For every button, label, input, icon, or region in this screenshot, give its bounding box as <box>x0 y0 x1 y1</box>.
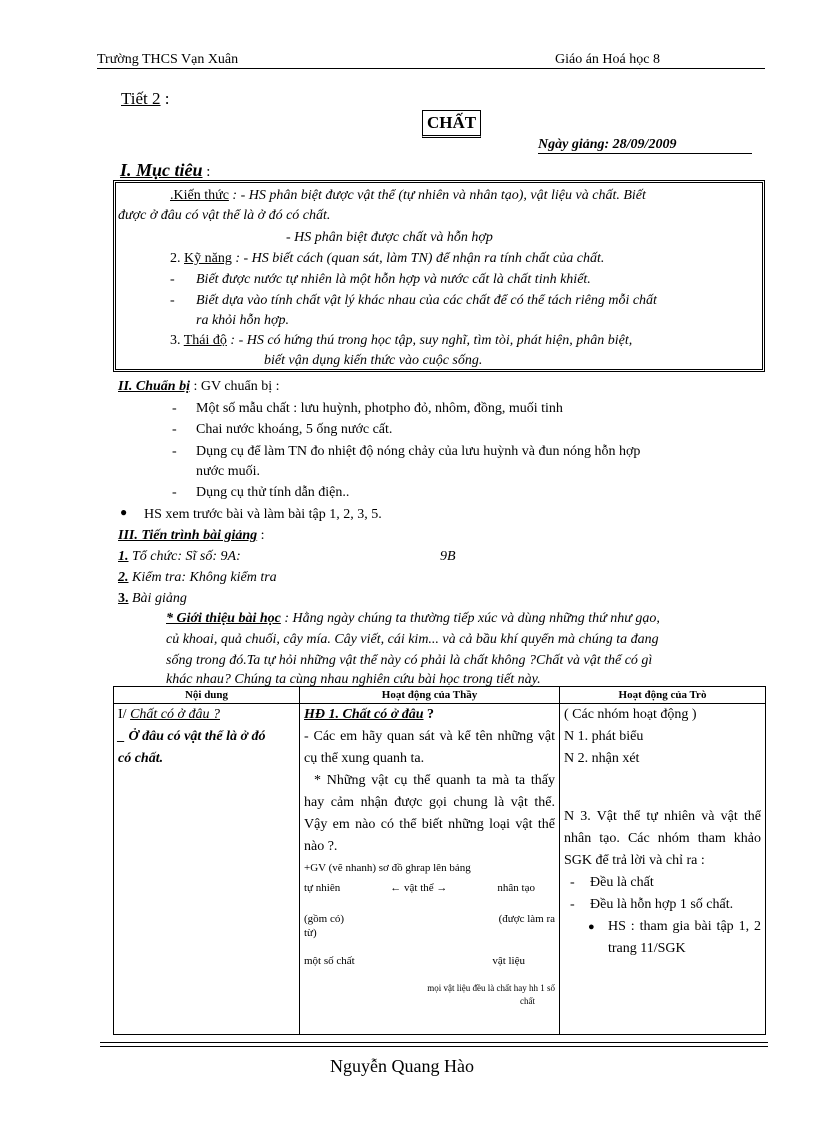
footer-author: Nguyễn Quang Hào <box>330 1056 474 1076</box>
cell-teacher <box>300 704 560 1035</box>
header-subject: Giáo án Hoá học 8 <box>555 52 660 67</box>
teaching-date: Ngày giảng: 28/09/2009 <box>538 137 677 152</box>
class-9b: 9B <box>440 549 456 564</box>
section-process-heading: III. Tiến trình bài giảng : <box>118 528 265 543</box>
lesson-number: Tiết 2 : <box>121 89 170 108</box>
footer-divider-1 <box>100 1042 768 1043</box>
prep-dash-2: - <box>172 422 177 437</box>
step-organization: 1. Tổ chức: Sĩ số: 9A: <box>118 549 241 564</box>
objective-skills-dash-1: - <box>170 272 175 287</box>
objective-skills-2: Biết dựa vào tính chất vật lý khác nhau của các chất để có thể tách riêng mỗi chất <box>196 293 657 308</box>
prep-student: HS xem trước bài và làm bài tập 1, 2, 3, 5. <box>144 507 382 522</box>
intro-line-3: sống trong đó.Ta tự hỏi những vật thể này có phải là chất không ?Chất và vật thể có gì <box>166 653 653 668</box>
header-student: Hoạt động của Trò <box>560 687 766 704</box>
objective-skills-dash-2: - <box>170 293 175 308</box>
intro-line-2: củ khoai, quả chuối, cây mía. Cây viết, cái kim... và cả bầu khí quyển mà chúng ta đang <box>166 632 659 647</box>
step-check: 2. Kiểm tra: Không kiểm tra <box>118 570 277 585</box>
bullet-icon: ● <box>588 921 595 933</box>
content-heading: I/ Chất có ở đâu ? <box>118 707 220 722</box>
footer-divider-2 <box>100 1046 768 1047</box>
intro-line-1: * Giới thiệu bài học : Hằng ngày chúng ta thường tiếp xúc và dùng những thứ như gạo, <box>166 611 660 626</box>
cell-student <box>560 704 766 1035</box>
objective-skills-1: Biết được nước tự nhiên là một hỗn hợp và nước cất là chất tinh khiết. <box>196 272 591 287</box>
prep-dash-3: - <box>172 444 177 459</box>
date-underline <box>538 153 752 154</box>
prep-item-4: Dụng cụ thử tính dẫn điện.. <box>196 485 350 500</box>
teacher-diagram-note: +GV (vẽ nhanh) sơ đồ ghrap lên bảng <box>304 862 471 874</box>
header-divider <box>97 68 765 69</box>
objective-attitude: 3. Thái độ : - HS có hứng thú trong học tập, suy nghĩ, tìm tòi, phát hiện, phân biệt, <box>170 333 633 348</box>
table-row <box>114 704 766 1035</box>
objective-attitude-cont: biết vận dụng kiến thức vào cuộc sống. <box>264 353 483 368</box>
diagram-row-1: tự nhiên ← vật thể → nhân tạo <box>304 882 535 894</box>
activity-title: HĐ 1. Chất có ở đâu ? <box>304 707 435 722</box>
header-teacher: Hoạt động của Thầy <box>300 687 560 704</box>
objective-skills-2-cont: ra khỏi hỗn hợp. <box>196 313 290 328</box>
prep-item-2: Chai nước khoáng, 5 ống nước cất. <box>196 422 393 437</box>
prep-item-3-cont: nước muối. <box>196 464 260 479</box>
student-group-3: N 3. Vật thể tự nhiên và vật thể nhân tạo. Các nhóm tham khảo SGK để trả lời và chỉ ra : <box>564 809 761 868</box>
section-preparation-heading: II. Chuẩn bị : GV chuẩn bị : <box>118 379 280 394</box>
student-dash-item-2: - Đều là hỗn hợp 1 số chất. <box>570 897 734 912</box>
prep-item-1: Một số mẫu chất : lưu huỳnh, photpho đỏ, nhôm, đồng, muối tinh <box>196 401 563 416</box>
page-title: CHẤT <box>422 110 481 138</box>
prep-dash-1: - <box>172 401 177 416</box>
content-point-cont: có chất. <box>118 751 164 766</box>
header-school: Trường THCS Vạn Xuân <box>97 52 239 67</box>
student-groups: ( Các nhóm hoạt động ) <box>564 707 697 722</box>
prep-item-3: Dụng cụ để làm TN đo nhiệt độ nóng chảy của lưu huỳnh và đun nóng hỗn hợp <box>196 444 641 459</box>
diagram-row-2b: từ) <box>304 927 317 939</box>
header-content: Nội dung <box>114 687 300 704</box>
objective-knowledge: .Kiến thức : - HS phân biệt được vật thể (tự nhiên và nhân tạo), vật liệu và chất. Biết <box>170 188 646 203</box>
table-header-row <box>114 687 766 704</box>
intro-line-4: khác nhau? Chúng ta cùng nhau nghiên cứu bài học trong tiết này. <box>166 672 541 687</box>
cell-content <box>114 704 300 1035</box>
bullet-icon: ● <box>120 505 128 519</box>
teacher-para-1: - Các em hãy quan sát và kể tên những vật cụ thể xung quanh ta. <box>304 729 555 766</box>
content-point: _ Ở đâu có vật thể là ở đó <box>118 729 266 744</box>
diagram-row-4: mọi vật liệu đều là chất hay hh 1 số <box>427 983 555 993</box>
diagram-row-2: (gồm có) (được làm ra <box>304 913 555 925</box>
teacher-para-2: * Những vật cụ thể quanh ta mà ta thấy hay cảm nhận được gọi chung là vật thể. Vậy em nào có thể biết những loại vật thể nào ?. <box>304 773 555 854</box>
step-lecture: 3. Bài giảng <box>118 591 187 606</box>
prep-dash-4: - <box>172 485 177 500</box>
objective-knowledge-cont: được ở đâu có vật thể là ở đó có chất. <box>118 208 331 223</box>
student-group-2: N 2. nhận xét <box>564 751 640 766</box>
student-bullet-item: ● HS : tham gia bài tập 1, 2 trang 11/SGK <box>564 916 761 960</box>
objective-knowledge-2: - HS phân biệt được chất và hỗn hợp <box>286 230 493 245</box>
section-objectives-heading: I. Mục tiêu : <box>120 160 211 180</box>
diagram-row-3: một số chất vật liệu <box>304 955 525 967</box>
student-dash-item-1: - Đều là chất <box>570 875 654 890</box>
student-group-1: N 1. phát biểu <box>564 729 644 744</box>
lesson-table <box>113 686 766 1035</box>
diagram-row-4b: chất <box>520 996 535 1006</box>
objective-skills: 2. Kỹ năng : - HS biết cách (quan sát, làm TN) để nhận ra tính chất của chất. <box>170 251 605 266</box>
